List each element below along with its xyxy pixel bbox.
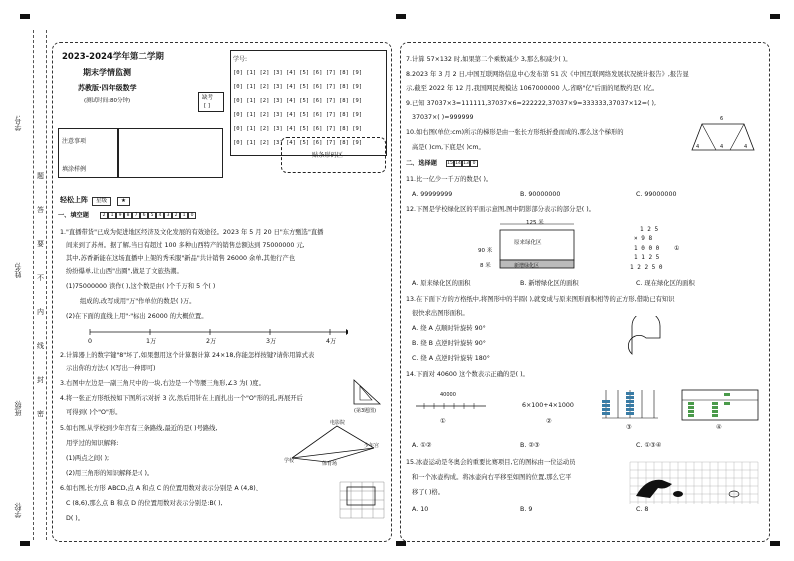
question-text: (1)两点之间( ); (66, 455, 110, 462)
option-b[interactable]: B. 90000000 (520, 191, 561, 198)
option-a[interactable]: A. 原来绿化区的面积 (412, 280, 471, 287)
route-label: 体育场 (322, 461, 338, 467)
calc-line: 1 1 2 5 (634, 254, 660, 261)
question-text: 9.已知 37037×3=111111,37037×6=222222,37037×9=333333,37037×12=( ), (406, 100, 657, 107)
question-text: 其中,苏香新能在这场直播中上架的秀禾服"新品"共计销售 26000 余单,其他行产也 (66, 255, 296, 262)
calc-line: × 9 8 (634, 235, 653, 242)
absent-checkbox[interactable]: [ ] (204, 103, 211, 109)
question-text: 组成的,改写成用"万"作单位的数是( )万。 (80, 298, 196, 305)
question-text: 12.下图是学校绿化区的平面示意图,图中阴影部分表示的部分是( )。 (406, 206, 595, 213)
star-badge: ★ (117, 197, 130, 206)
abacus-figure (600, 386, 660, 422)
seal-word: 内 (37, 308, 44, 316)
class-label: 班级: (14, 400, 22, 417)
bead-counter-figure (680, 388, 760, 422)
binding-strip (0, 0, 48, 561)
seal-line (33, 30, 34, 540)
diagram-label: 新增绿化区 (514, 263, 540, 269)
notice-text-box (118, 128, 223, 178)
option-a[interactable]: A. 99999999 (412, 191, 453, 198)
level-badge: 星级 (92, 197, 111, 206)
id-grid-row[interactable]: [0] [1] [2] [3] [4] [5] [6] [7] [8] [9] (233, 126, 363, 132)
exam-title: 期末学情监测 (83, 68, 131, 77)
route-label: 学校 (284, 458, 295, 464)
number-line-tick: 2万 (206, 338, 217, 345)
number-line-tick: 0 (88, 338, 93, 345)
curling-grid (628, 460, 760, 506)
school-label: 学校: (14, 502, 22, 519)
seal-word: 线 (37, 342, 44, 350)
corner-marker (770, 14, 780, 19)
q14-mark: ③ (626, 424, 632, 431)
question-text: 7.计算 57×132 时,如果第二个乘数减少 3,那么积减少( )。 (406, 56, 572, 63)
section1-score-grid[interactable]: 2 1 9 8 7 6 5 4 3 2 1 0 (100, 211, 196, 219)
question-text: 移了( )格。 (412, 489, 445, 496)
exam-year-title: 2023-2024学年第二学期 (62, 52, 164, 62)
route-label: 电影院 (330, 420, 346, 426)
calc-line: 1 0 0 0 (634, 245, 660, 252)
id-grid-row[interactable]: [0] [1] [2] [3] [4] [5] [6] [7] [8] [9] (233, 112, 363, 118)
calc-line: 1 2 5 (640, 226, 659, 233)
question-text: 间来到了苏州。据了解,当日有超过 100 多种山西特产的销售总额达到 75000000 元, (66, 242, 305, 249)
question-text: 8.2023 年 3 月 2 日,中国互联网络信息中心发布第 51 次《中国互联网络发展状况统计报告》,报告显 (406, 71, 689, 78)
option-a[interactable]: A. 10 (412, 506, 429, 513)
question-text: 高是( )cm,下底是( )cm。 (412, 144, 485, 151)
question-text: 3.右图中左边是一副三角尺中的一块,右边是一个等腰三角形,∠3 为( )度。 (60, 380, 265, 387)
question-text: (2)在下面的直线上用"·"标出 26000 的大概位置。 (66, 313, 208, 320)
question-text: C (8,6),那么点 B 和点 D 的位置用数对表示分别是:B( ), (66, 500, 223, 507)
id-grid-row[interactable]: [0] [1] [2] [3] [4] [5] [6] [7] [8] [9] (233, 84, 363, 90)
calc-line: 1 2 2 5 0 (630, 264, 663, 271)
trapezoid-label: 4 (720, 144, 724, 150)
q14-mark: ① (440, 418, 446, 425)
q14-number-line (414, 398, 490, 414)
absent-label: 缺考 (202, 95, 214, 101)
question-text: 示出你的方法:( )(写出一种即可) (66, 365, 156, 372)
question-text: 可得到( )个"O"形。 (66, 409, 122, 416)
option-a[interactable]: A. 绕 A 点顺时针旋转 90° (412, 325, 486, 332)
seal-line (46, 30, 47, 540)
option-b[interactable]: B. 9 (520, 506, 533, 513)
id-grid-row[interactable]: [0] [1] [2] [3] [4] [5] [6] [7] [8] [9] (233, 140, 363, 146)
question-text: 37037×( )=999999 (412, 114, 474, 121)
diagram-label: 125 米 (526, 220, 544, 226)
id-grid-row[interactable]: [0] [1] [2] [3] [4] [5] [6] [7] [8] [9] (233, 98, 363, 104)
semicircle-figure (620, 316, 670, 366)
route-label: 少年宫 (364, 443, 380, 449)
triangle-figure (352, 378, 386, 410)
option-b[interactable]: B. 绕 B 点逆时针旋转 90° (412, 340, 486, 347)
question-text: 14.下面对 40600 这个数表示正确的是( )。 (406, 371, 529, 378)
time-label: (测试时间:80分钟) (84, 98, 131, 104)
calc-note: ① (674, 245, 680, 252)
question-text: (1)75000000 读作( ),这个数是由( )个千万和 5 个( ) (66, 283, 216, 290)
trapezoid-label: 4 (744, 144, 748, 150)
diagram-label: 8 米 (480, 263, 491, 269)
question-text: 10.如右图(单位:cm)所示的梯形是由一张长方形纸折叠而成的,那么这个梯形的 (406, 129, 624, 136)
question-text: 6.如右图,长方形 ABCD,点 A 和点 C 的位置用数对表示分别是 A (4,8)、 (60, 485, 262, 492)
number-line (88, 326, 348, 348)
section1-subtitle: 一、填空题 (58, 212, 89, 219)
name-label: 姓名: (14, 262, 22, 279)
corner-marker (396, 14, 406, 19)
section1-title: 轻松上阵 (60, 196, 88, 204)
corner-marker (396, 541, 406, 546)
seal-word: 封 (37, 376, 44, 384)
question-text: 4.将一张正方形纸按如下图所示对折 3 次,然后用针在上面扎出一个"O"形的孔,再展开后 (60, 395, 303, 402)
question-text: 2.计算器上的数字键"8"坏了,如果想用这个计算器计算 24×18,你能怎样按键?请你用算式表 (60, 352, 315, 359)
coordinate-grid (338, 480, 386, 520)
section1-header (60, 196, 132, 206)
question-text: 很快求出图形面积。 (412, 310, 469, 317)
sample-label: 填涂样例 (62, 166, 87, 173)
option-a[interactable]: A. ①② (412, 442, 432, 449)
question-text: 11.比一亿少一千万的数是( )。 (406, 176, 493, 183)
section2-score-grid[interactable]: 15 14 13 0 (446, 159, 478, 167)
corner-marker (770, 541, 780, 546)
green-area-diagram (488, 220, 588, 278)
figure-caption: (第3题图) (354, 408, 377, 414)
trapezoid-label: 6 (720, 116, 724, 122)
seal-word: 密 (37, 410, 44, 418)
option-b[interactable]: B. ②③ (520, 442, 540, 449)
question-text: 纷纷爆单,让山西"出圈",做足了文旅热潮。 (66, 268, 183, 275)
option-c[interactable]: C. ①③④ (636, 442, 662, 449)
sticker-label: 贴条形码区 (312, 152, 343, 159)
seal-word: 题 (37, 172, 44, 180)
trapezoid-label: 4 (696, 144, 700, 150)
question-text: 13.在下面下方的方格纸中,将图形中的半圆( ),就变成与原来图形面积相等的正方形,借助已有知识 (406, 296, 675, 303)
question-text: 示,截至 2022 年 12 月,我国网民规模达 1067000000 人,省略"亿"后面的尾数约是( )亿。 (406, 85, 659, 92)
number-line-tick: 1万 (146, 338, 157, 345)
question-text: 5.如右图,从学校到少年宫有三条路线,最近的是( )号路线, (60, 425, 218, 432)
q14-mark: ② (546, 418, 552, 425)
question-text: 用学过的知识解释: (66, 440, 119, 447)
option-c[interactable]: C. 现在绿化区的面积 (636, 280, 695, 287)
seal-word: 不 (37, 274, 44, 282)
q14-expr: 6×100+4×1000 (522, 402, 574, 409)
option-c[interactable]: C. 8 (636, 506, 649, 513)
diagram-label: 90 米 (478, 248, 493, 254)
q14-line-label: 40000 (440, 392, 456, 398)
question-text: 15.冰壶运动是冬奥会的重要比赛项目,它的图标由一位运动员 (406, 459, 576, 466)
option-c[interactable]: C. 绕 A 点逆时针旋转 180° (412, 355, 490, 362)
section2-subtitle: 二、选择题 (406, 160, 437, 167)
id-grid-row[interactable]: [0] [1] [2] [3] [4] [5] [6] [7] [8] [9] (233, 70, 363, 76)
number-line-tick: 4万 (326, 338, 337, 345)
id-grid-label: 学号: (233, 56, 248, 63)
edition-label: 苏教版·四年级数学 (78, 84, 137, 92)
q14-mark: ④ (716, 424, 722, 431)
seal-word: 答 (37, 206, 44, 214)
option-b[interactable]: B. 新增绿化区的面积 (520, 280, 579, 287)
id-label: 学号: (14, 115, 22, 132)
question-text: 1."直播带货"已成为促进地区经济及文化发展的有效途径。2023 年 5 月 20 日"东方甄选"直播 (60, 229, 324, 236)
question-text: (2)用三角形的知识解释是:( )。 (66, 470, 154, 477)
question-text: 和一个冰壶构成。将冰壶向右平移至如图的位置,那么它平 (412, 474, 572, 481)
question-text: D( )。 (66, 515, 85, 522)
trapezoid-figure (688, 120, 758, 156)
seal-word: 要 (37, 240, 44, 248)
number-line-tick: 3万 (266, 338, 277, 345)
notice-label: 注意事项 (62, 138, 87, 145)
option-c[interactable]: C. 99000000 (636, 191, 677, 198)
diagram-label: 原来绿化区 (514, 240, 542, 246)
